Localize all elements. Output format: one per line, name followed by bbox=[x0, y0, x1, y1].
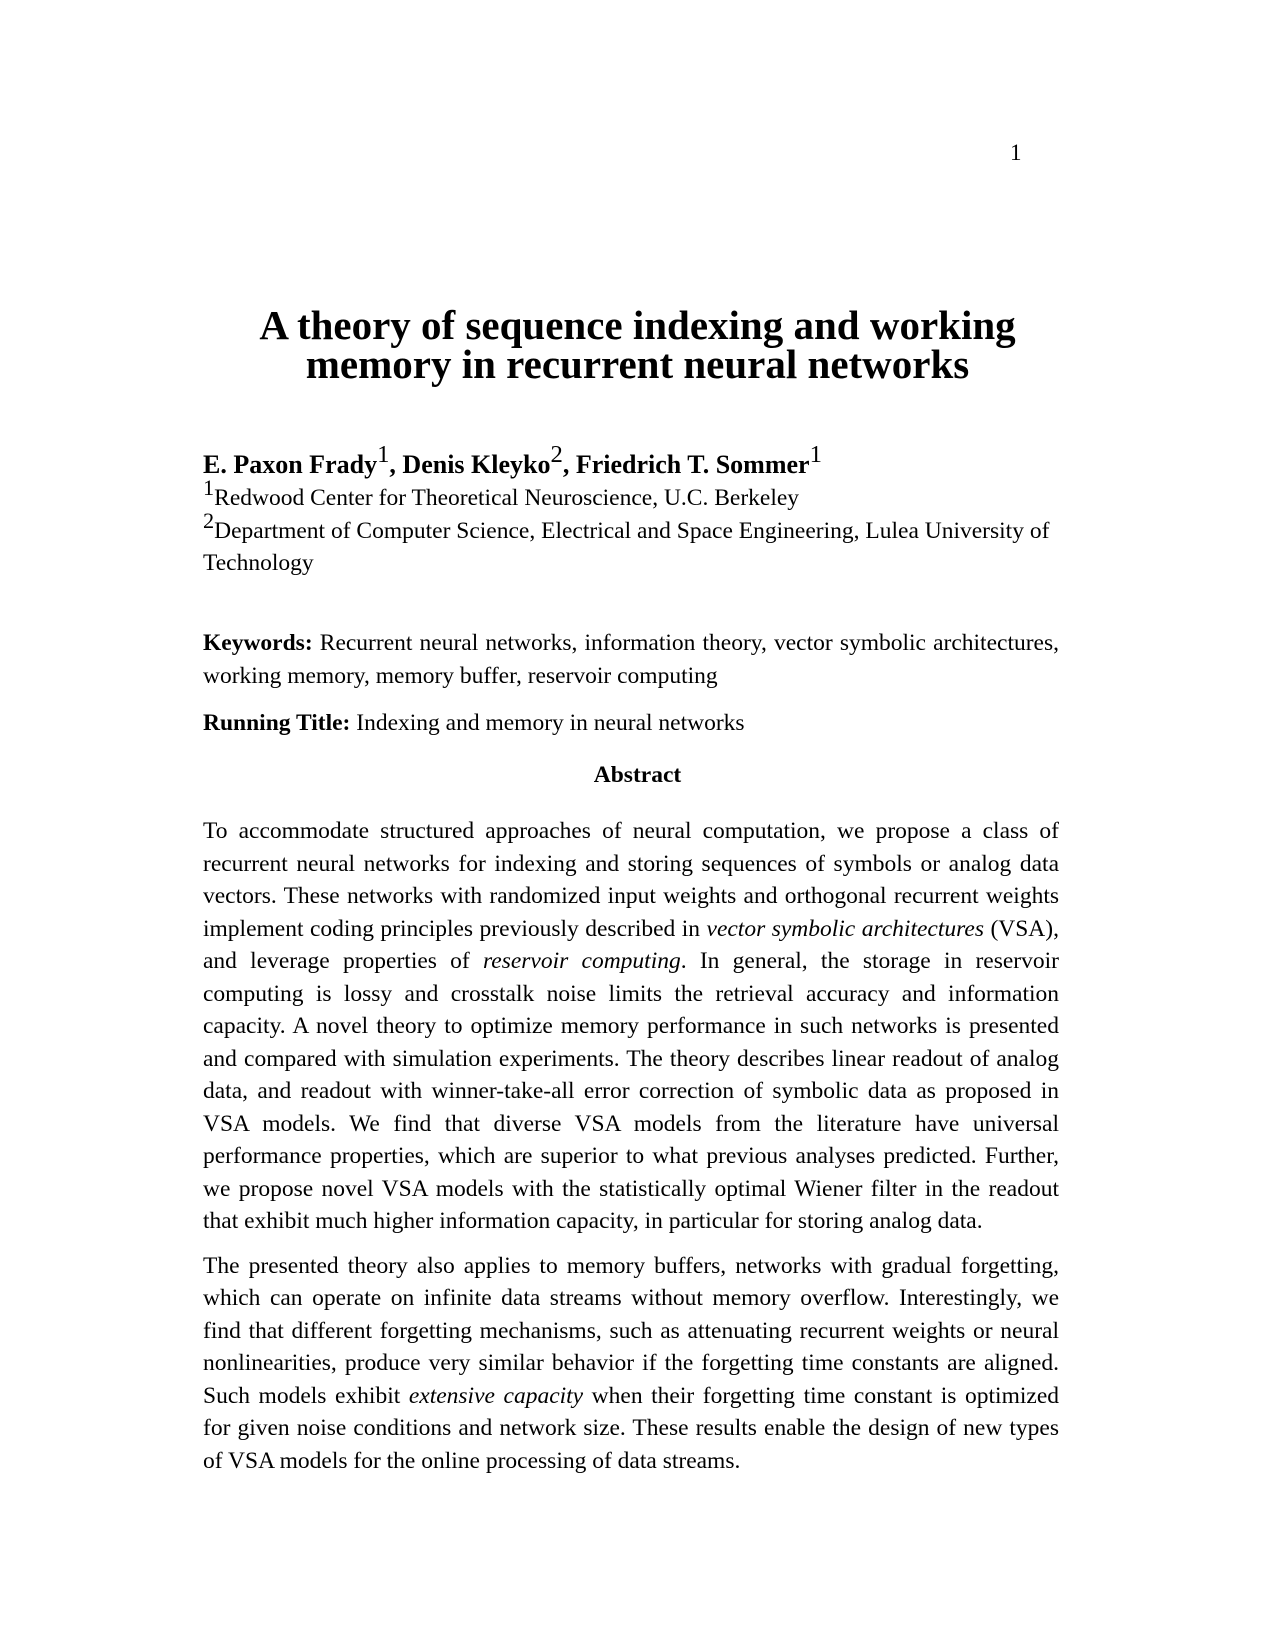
keywords bbox=[203, 627, 1059, 692]
abstract-emphasis: extensive capacity bbox=[408, 1382, 584, 1409]
keywords-text: Recurrent neural networks, information theory, vector symbolic architectures, working memory, memory buffer, reservoir computing bbox=[203, 630, 1059, 689]
author-affiliation-marker: 2 bbox=[550, 440, 563, 468]
author-block bbox=[203, 440, 1059, 580]
affiliation-text: Department of Computer Science, Electrical and Space Engineering, Lulea University of Technology bbox=[203, 517, 1050, 576]
abstract-heading: Abstract bbox=[593, 762, 682, 788]
abstract-text: (VSA), and leverage properties of bbox=[203, 915, 1059, 974]
affiliation-marker: 2 bbox=[203, 507, 215, 533]
author-name: Friedrich T. Sommer bbox=[575, 450, 810, 479]
paper-title bbox=[180, 302, 1095, 387]
author-affiliation-marker: 1 bbox=[377, 440, 390, 468]
author-affiliation-marker: 1 bbox=[809, 440, 822, 468]
paper-title-line-1: A theory of sequence indexing and working bbox=[259, 302, 1016, 348]
abstract-paragraph bbox=[203, 1250, 1059, 1478]
running-title-text: Indexing and memory in neural networks bbox=[356, 710, 745, 736]
abstract-text: To accommodate structured approaches of neural computation, we propose a class of recurrent neural networks for indexing and storing sequences of symbols or analog data vectors. These networks with randomized input weights and orthogonal recurrent weights implement coding principles previously described in bbox=[203, 818, 1059, 942]
affiliation bbox=[203, 507, 1059, 580]
author-list: E. Paxon Frady$^1$, Denis Kleyko$^2$, Friedrich T. Sommer$^1$ bbox=[203, 440, 822, 479]
abstract-paragraph bbox=[203, 815, 1059, 1238]
abstract-body bbox=[203, 815, 1059, 1489]
affiliation-marker: 1 bbox=[203, 474, 215, 500]
abstract-emphasis: vector symbolic architectures bbox=[706, 915, 984, 942]
running-title-label: Running Title: bbox=[203, 710, 351, 736]
page-number: 1 bbox=[1010, 140, 1022, 165]
abstract-emphasis: reservoir computing bbox=[483, 948, 681, 974]
author-name: E. Paxon Frady bbox=[203, 450, 378, 479]
author-name: Denis Kleyko bbox=[402, 450, 551, 479]
abstract-text: when their forgetting time constant is optimized for given noise conditions and network size. These results enable the design of new types of VSA models for the online processing of data streams. bbox=[203, 1382, 1059, 1474]
keywords-label: Keywords: bbox=[203, 630, 313, 656]
affiliation bbox=[203, 474, 1059, 515]
abstract-text: The presented theory also applies to memory buffers, networks with gradual forgetting, which can operate on infinite data streams without memory overflow. Interestingly, we find that different forgetting mechanisms, such as attenuating recurrent weights or neural nonlinearities, produce very similar behavior if the forgetting time constants are aligned. Such models exhibit bbox=[203, 1252, 1059, 1409]
affiliation-text: Redwood Center for Theoretical Neuroscience, U.C. Berkeley bbox=[214, 485, 800, 511]
running-title bbox=[203, 707, 1059, 740]
abstract-text: . In general, the storage in reservoir computing is lossy and crosstalk noise limits the retrieval accuracy and information capacity. A novel theory to optimize memory performance in such networks is presented and compared with simulation experiments. The theory describes linear readout of analog data, and readout with winner-take-all error correction of symbolic data as proposed in VSA models. We find that diverse VSA models from the literature have universal performance properties, which are superior to what previous analyses predicted. Further, we propose novel VSA models with the statistically optimal Wiener filter in the readout that exhibit much higher information capacity, in particular for storing analog data. bbox=[203, 948, 1059, 1234]
paper-title-line-2: memory in recurrent neural networks bbox=[305, 341, 970, 387]
